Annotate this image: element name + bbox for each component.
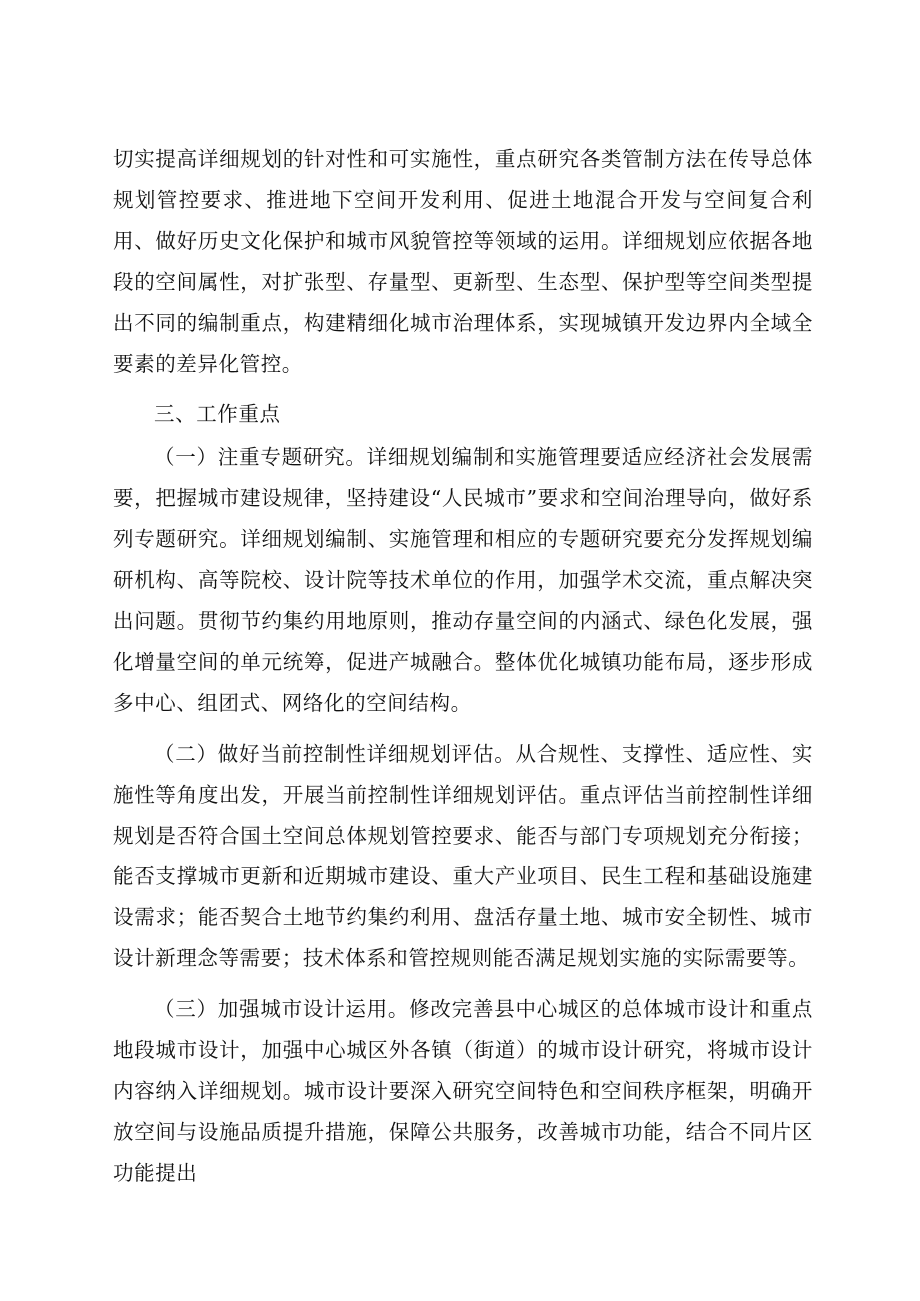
item-paragraph-1: （一）注重专题研究。详细规划编制和实施管理要适应经济社会发展需要，把握城市建设规律，坚持建设“人民城市”要求和空间治理导向，做好系列专题研究。详细规划编制、实施管理和相应的专题研究要充分发挥规划编研机构、高等院校、设计院等技术单位的作用，加强学术交流，重点解决突出问题。贯彻节约集约用地原则，推动存量空间的内涵式、绿色化发展，强化增量空间的单元统筹，促进产城融合。整体优化城镇功能布局，逐步形成多中心、组团式、网络化的空间结构。 (113, 445, 813, 715)
section-heading: 三、工作重点 (154, 402, 281, 427)
continued-paragraph: 切实提高详细规划的针对性和可实施性，重点研究各类管制方法在传导总体规划管控要求、推进地下空间开发利用、促进土地混合开发与空间复合利用、做好历史文化保护和城市风貌管控等领域的运用。详细规划应依据各地段的空间属性，对扩张型、存量型、更新型、生态型、保护型等空间类型提出不同的编制重点，构建精细化城市治理体系，实现城镇开发边界内全域全要素的差异化管控。 (113, 147, 813, 376)
item-paragraph-2: （二）做好当前控制性详细规划评估。从合规性、支撑性、适应性、实施性等角度出发，开展当前控制性详细规划评估。重点评估当前控制性详细规划是否符合国土空间总体规划管控要求、能否与部门专项规划充分衔接；能否支撑城市更新和近期城市建设、重大产业项目、民生工程和基础设施建设需求；能否契合土地节约集约利用、盘活存量土地、城市安全韧性、城市设计新理念等需要；技术体系和管控规则能否满足规划实施的实际需要等。 (113, 741, 813, 971)
document-body (113, 139, 813, 1194)
item-paragraph-3: （三）加强城市设计运用。修改完善县中心城区的总体城市设计和重点地段城市设计，加强中心城区外各镇（街道）的城市设计研究，将城市设计内容纳入详细规划。城市设计要深入研究空间特色和空间秩序框架，明确开放空间与设施品质提升措施，保障公共服务，改善城市功能，结合不同片区功能提出 (113, 997, 813, 1185)
